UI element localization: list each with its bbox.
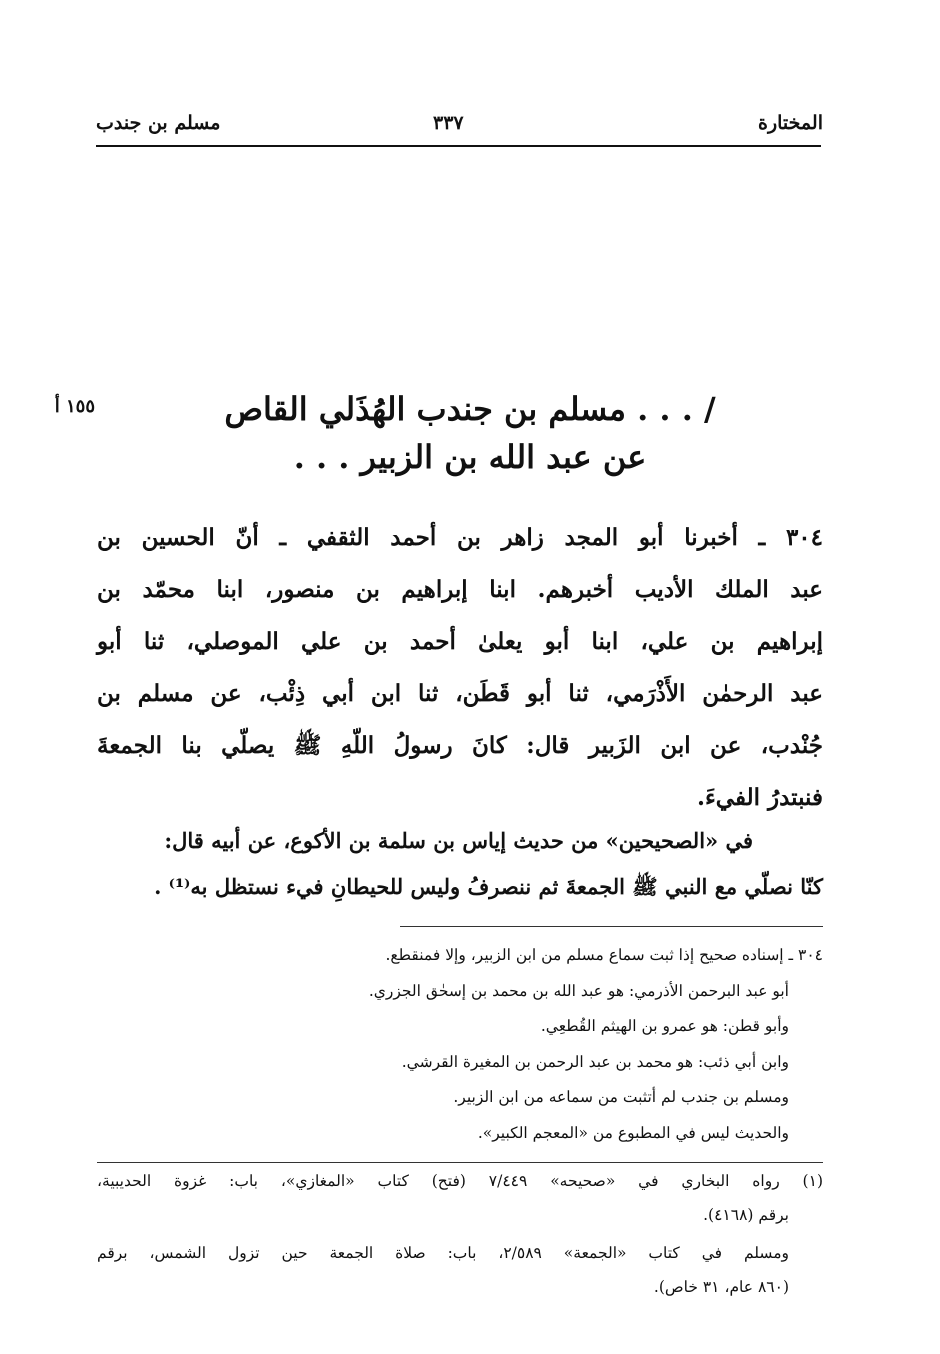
hadith-line: فنبتدرُ الفيءَ. xyxy=(696,784,823,811)
footnotes xyxy=(97,1164,823,1304)
margin-manuscript-folio: ١٥٥ أ xyxy=(54,396,95,417)
editor-note-line: ومسلم بن جندب لم أتثبت من سماعه من ابن الزبير. xyxy=(453,1088,789,1106)
header-divider xyxy=(96,145,821,147)
footnotes-divider xyxy=(97,1162,823,1163)
commentary-line: في «الصحيحين» من حديث إياس بن سلمة بن الأكوع، عن أبيه قال: xyxy=(164,828,753,853)
hadith-line: جُنْدب، عن ابن الزَبير قال: كانَ رسولُ اللّهِ ﷺ يصلّي بنا الجمعةَ xyxy=(97,732,823,759)
editor-note-line: وابن أبي ذئب: هو محمد بن عبد الرحمن بن المغيرة القرشي. xyxy=(401,1052,789,1071)
editor-notes xyxy=(240,938,823,1151)
editor-note-line: والحديث ليس في المطبوع من «المعجم الكبير». xyxy=(477,1123,789,1142)
footnote-line: (٨٦٠ عام، ٣١ خاص). xyxy=(653,1278,789,1296)
commentary-text xyxy=(100,818,823,910)
chapter-title-line-1: / . . . مسلم بن جندب الهُذَلي القاص xyxy=(224,390,716,428)
editor-note-line: ٣٠٤ ـ إسناده صحيح إذا ثبت سماع مسلم من ابن الزبير، وإلا فمنقطع. xyxy=(385,946,823,964)
hadith-line: ٣٠٤ ـ أخبرنا أبو المجد زاهر بن أحمد الثقفي ـ أنّ الحسين بن xyxy=(97,524,823,551)
hadith-text xyxy=(97,512,823,824)
notes-divider xyxy=(400,926,823,927)
commentary-line: كنّا نصلّي مع النبي ﷺ الجمعةَ ثم ننصرفُ وليس للحيطانِ فيء نستظل به⁽¹⁾ . xyxy=(154,874,823,899)
running-header-book-title: المختارة xyxy=(758,112,823,134)
page-number: ٣٣٧ xyxy=(433,112,464,134)
footnote-line: برقم (٤١٦٨). xyxy=(703,1206,789,1224)
editor-note-line: أبو عبد البرحمن الأذرمي: هو عبد الله بن محمد بن إسحٰق الجزري. xyxy=(368,981,789,1000)
hadith-line: عبد الرحمٰن الأَذْرَمي، ثنا أبو قَطَن، ثنا ابن أبي ذِئْب، عن مسلم بن xyxy=(97,680,823,707)
hadith-line: عبد الملك الأديب أخبرهم. ابنا إبراهيم بن منصور، ابنا محمّد بن xyxy=(97,576,823,603)
chapter-title-line-2: عن عبد الله بن الزبير . . . xyxy=(293,438,647,476)
footnote-line: ومسلم في كتاب «الجمعة» ٢/٥٨٩، باب: صلاة الجمعة حين تزول الشمس، برقم xyxy=(97,1244,790,1262)
hadith-line: إبراهيم بن علي، ابنا أبو يعلىٰ أحمد بن علي الموصلي، ثنا أبو xyxy=(97,628,823,655)
editor-note-line: وأبو قطن: هو عمرو بن الهيثم القُطعِي. xyxy=(540,1017,789,1035)
running-header-section: مسلم بن جندب xyxy=(96,112,221,134)
footnote-line: (١) رواه البخاري في «صحيحه» ٧/٤٤٩ (فتح) كتاب «المغازي»، باب: غزوة الحديبية، xyxy=(97,1172,823,1190)
